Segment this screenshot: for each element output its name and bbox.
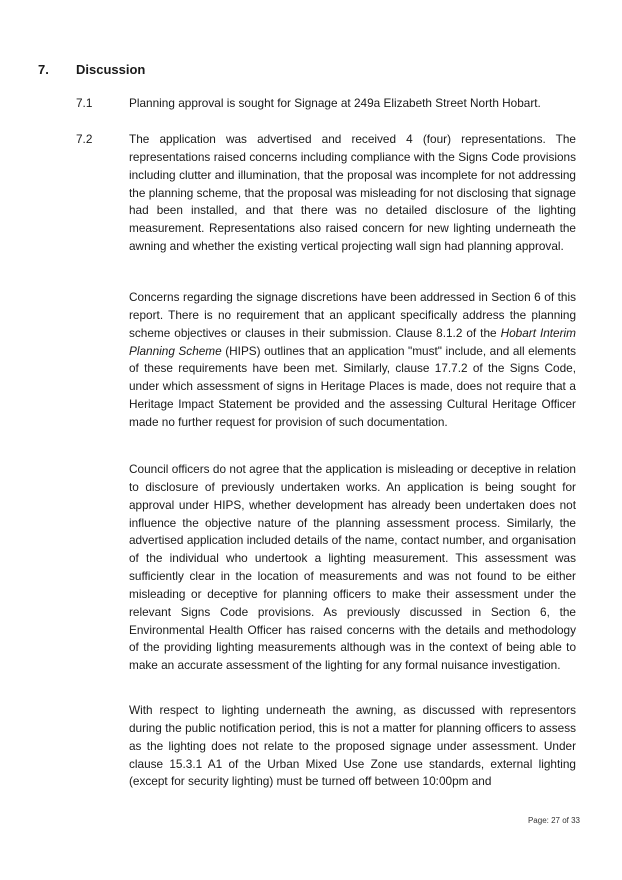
- paragraph-text: Concerns regarding the signage discretions have been addressed in Section 6 of this report. There is no requirement that an applicant specifically address the planning scheme objectives or clauses in their submission. Clause 8.1.2 of the: [129, 290, 576, 340]
- paragraph-misleading-concerns: Council officers do not agree that the application is misleading or deceptive in relation to disclosure of previously undertaken works. An application is being sought for approval under HIPS, whether development has already been undertaken does not influence the objective nature of the planning assessment process. Similarly, the advertised application included details of the name, contact number, and organisation of the individual who undertook a lighting measurement. This assessment was sufficiently clear in the location of measurements and was not found to be either misleading or deceptive for planning officers to make their assessment under the relevant Signs Code provisions. As previously discussed in Section 6, the Environmental Health Officer has raised concerns with the details and methodology of the providing lighting measurements although was in the context of being able to make an accurate assessment of the lighting for any formal nuisance investigation.: [129, 462, 576, 673]
- section-heading: [38, 62, 145, 77]
- item-text-7-1: Planning approval is sought for Signage at 249a Elizabeth Street North Hobart.: [129, 96, 541, 110]
- item-text-7-2: The application was advertised and received 4 (four) representations. The representations raised concerns including compliance with the Signs Code provisions including clutter and illumination, that the proposal was incomplete for not addressing the planning scheme, that the proposal was misleading for not disclosing that signage had been installed, and that there was no detailed disclosure of the lighting measurement. Representations also raised concern for new lighting underneath the awning and whether the existing vertical projecting wall sign had planning approval.: [129, 132, 576, 254]
- paragraph-signage-discretions: [129, 289, 576, 432]
- paragraph-text: (HIPS) outlines that an application "must" include, and all elements of these requirements have been met. Similarly, clause 17.7.2 of the Signs Code, under which assessment of signs in Heritage Places is made, does not require that a Heritage Impact Statement be provided and the assessing Cultural Heritage Officer made no further request for provision of such documentation.: [129, 343, 577, 429]
- paragraph-awning-lighting: With respect to lighting underneath the awning, as discussed with representors during the public notification period, this is not a matter for planning officers to assess as the lighting does not relate to the proposed signage under assessment. Under clause 15.3.1 A1 of the Urban Mixed Use Zone use standards, external lighting (except for security lighting) must be turned off between 10:00pm and: [129, 703, 576, 789]
- item-number-7-1: 7.1: [76, 96, 93, 110]
- page-number: Page: 27 of 33: [527, 816, 580, 825]
- item-number-7-2: 7.2: [76, 132, 93, 146]
- section-title: Discussion: [76, 62, 146, 77]
- section-number: 7.: [38, 62, 49, 77]
- scheme-name-italic: Hobart Interim Planning Scheme: [129, 325, 576, 358]
